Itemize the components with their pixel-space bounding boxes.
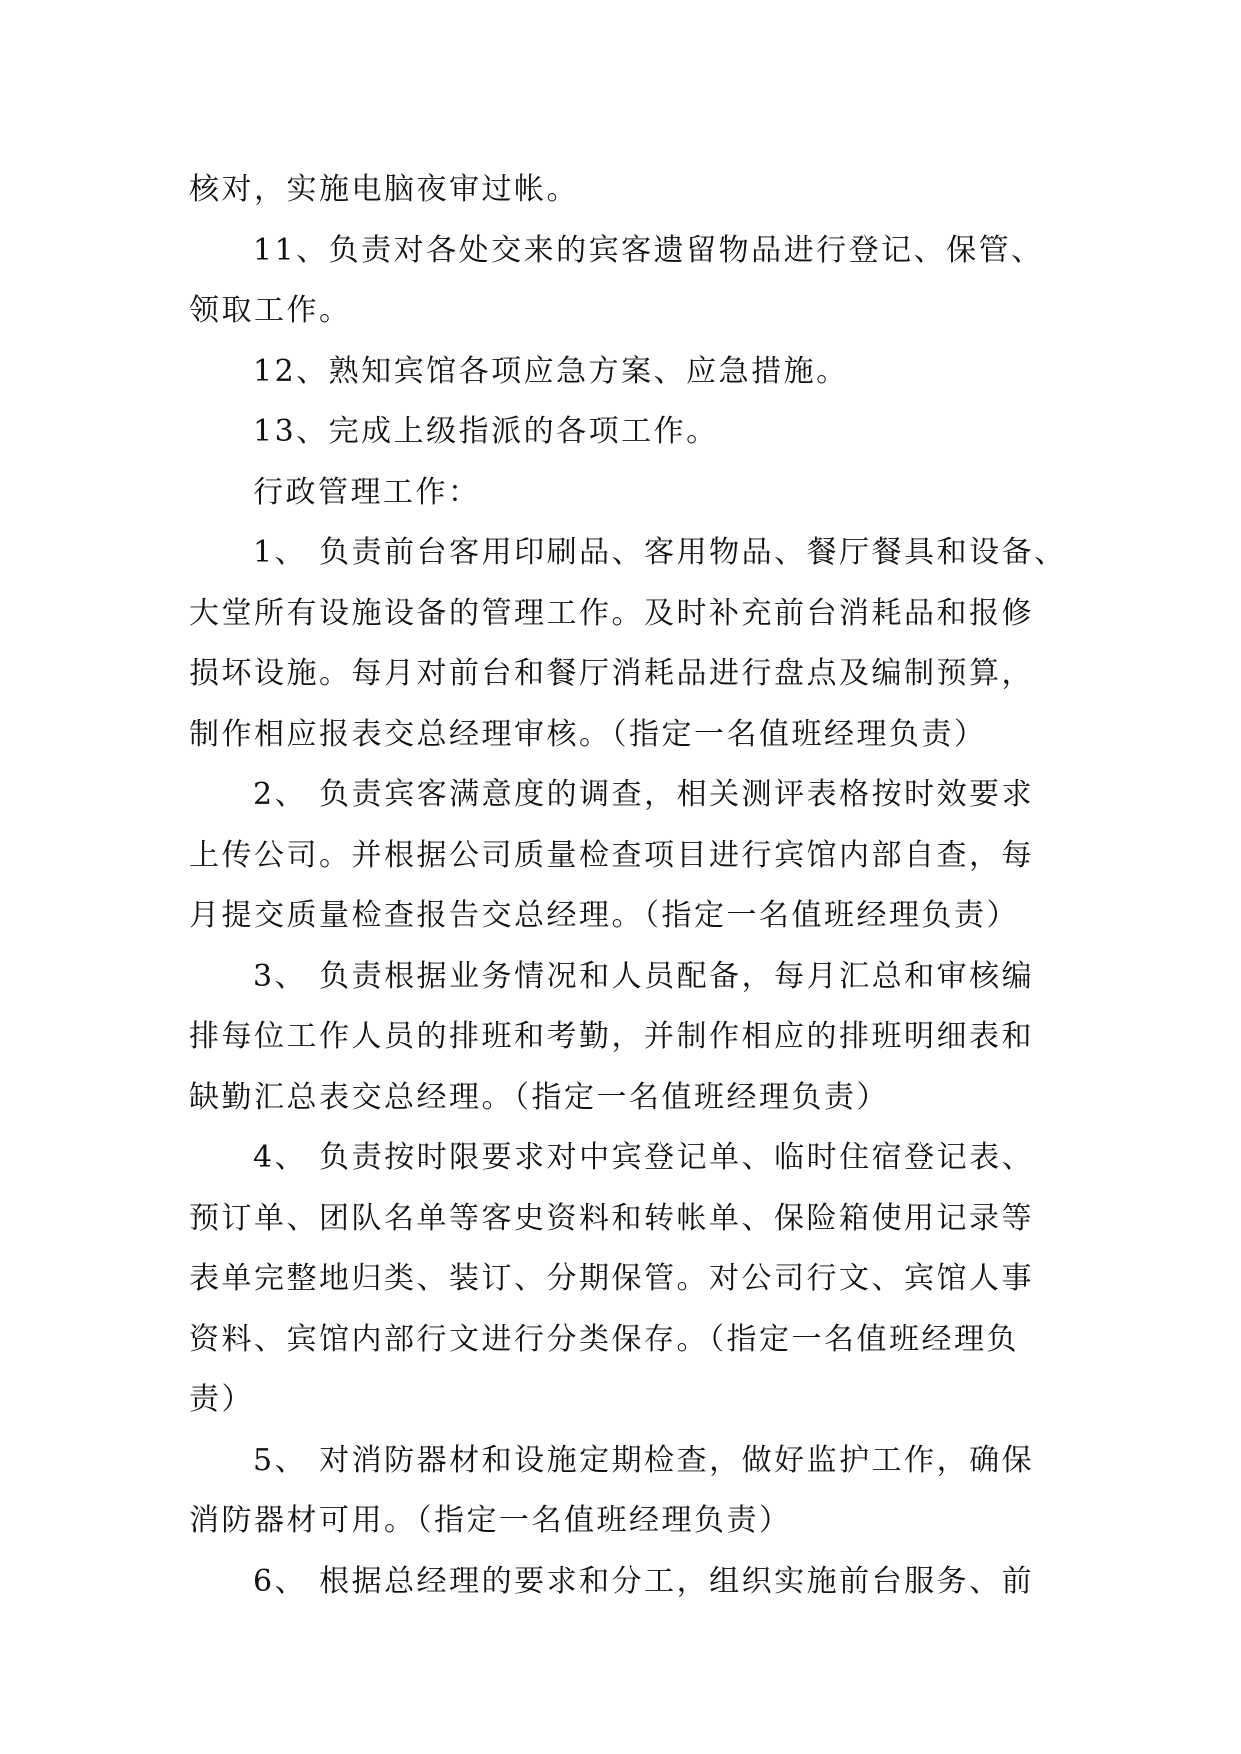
text-line: 12、熟知宾馆各项应急方案、应急措施。 [253, 353, 849, 389]
paragraph [189, 1128, 1059, 1431]
text-line: 缺勤汇总表交总经理。（指定一名值班经理负责） [189, 1079, 889, 1115]
text-line: 领取工作。 [189, 293, 352, 328]
text-line: 13、完成上级指派的各项工作。 [253, 414, 719, 449]
text-line: 核对，实施电脑夜审过帐。 [189, 172, 579, 207]
paragraph [189, 765, 1059, 947]
paragraph [189, 1431, 1059, 1552]
text-line: 制作相应报表交总经理审核。（指定一名值班经理负责） [189, 716, 987, 752]
text-line: 3、 负责根据业务情况和人员配备，每月汇总和审核编 [253, 958, 1035, 994]
text-line: 预订单、团队名单等客史资料和转帐单、保险箱使用记录等 [189, 1200, 1034, 1236]
document-body [189, 160, 1067, 1612]
text-line: 11、负责对各处交来的宾客遗留物品进行登记、保管、 [253, 232, 1044, 268]
paragraph [189, 342, 1059, 403]
text-line: 责） [189, 1382, 254, 1417]
text-line: 上传公司。并根据公司质量检查项目进行宾馆内部自查，每 [189, 837, 1034, 873]
text-line: 1、 负责前台客用印刷品、客用物品、餐厅餐具和设备、 [253, 535, 1067, 570]
text-line: 5、 对消防器材和设施定期检查，做好监护工作，确保 [253, 1442, 1035, 1478]
paragraph [189, 402, 1059, 463]
paragraph [189, 947, 1059, 1129]
paragraph [189, 1552, 1059, 1613]
text-line: 表单完整地归类、装订、分期保管。对公司行文、宾馆人事 [189, 1261, 1034, 1296]
text-line: 消防器材可用。（指定一名值班经理负责） [189, 1503, 792, 1538]
paragraph [189, 160, 1059, 221]
text-line: 行政管理工作： [253, 474, 481, 510]
paragraph [189, 523, 1067, 765]
text-line: 资料、宾馆内部行文进行分类保存。（指定一名值班经理负 [189, 1321, 1019, 1357]
paragraph [189, 463, 1059, 524]
text-line: 大堂所有设施设备的管理工作。及时补充前台消耗品和报修 [189, 595, 1034, 631]
text-line: 排每位工作人员的排班和考勤，并制作相应的排班明细表和 [189, 1019, 1034, 1054]
text-line: 2、 负责宾客满意度的调查，相关测评表格按时效要求 [253, 777, 1035, 812]
text-line: 4、 负责按时限要求对中宾登记单、临时住宿登记表、 [253, 1140, 1035, 1175]
paragraph [189, 221, 1059, 342]
text-line: 损坏设施。每月对前台和餐厅消耗品进行盘点及编制预算， [189, 656, 1034, 691]
text-line: 月提交质量检查报告交总经理。（指定一名值班经理负责） [189, 898, 1019, 933]
text-line: 6、 根据总经理的要求和分工，组织实施前台服务、前 [253, 1563, 1035, 1599]
